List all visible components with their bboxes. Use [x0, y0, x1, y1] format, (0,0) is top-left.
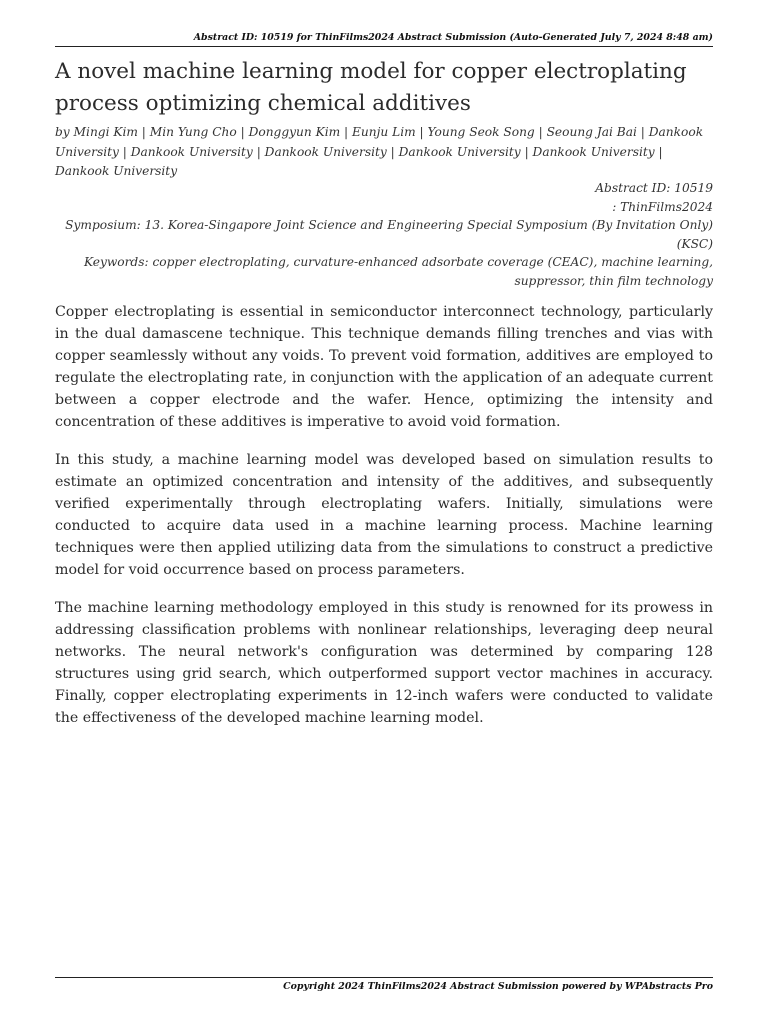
abstract-meta — [55, 179, 713, 290]
author-list: by Mingi Kim | Min Yung Cho | Donggyun Kim | Eunju Lim | Young Seok Song | Seoung Jai Bai | Dankook University | Dankook University | Dankook University | Dankook University | Dankook University | Dankook University — [55, 125, 704, 178]
body-paragraph: The machine learning methodology employed in this study is renowned for its prowess in addressing classification problems with nonlinear relationships, leveraging deep neural networks. The neural network's configuration was determined by comparing 128 structures using grid search, which outperformed support vector machines in accuracy. Finally, copper electroplating experiments in 12-inch wafers were conducted to validate the effectiveness of the developed machine learning model. — [55, 600, 713, 726]
abstract-body — [55, 301, 713, 745]
body-paragraph: Copper electroplating is essential in semiconductor interconnect technology, particularly in the dual damascene technique. This technique demands filling trenches and vias with copper seamlessly without any voids. To prevent void formation, additives are employed to regulate the electroplating rate, in conjunction with the application of an adequate current between a copper electrode and the wafer. Hence, optimizing the intensity and concentration of these additives is imperative to avoid void formation. — [55, 304, 713, 430]
page-header: Abstract ID: 10519 for ThinFilms2024 Abstract Submission (Auto-Generated July 7, 2024 8:48 am) — [55, 31, 713, 47]
body-paragraph: In this study, a machine learning model was developed based on simulation results to estimate an optimized concentration and intensity of the additives, and subsequently verified experimentally through electroplating wafers. Initially, simulations were conducted to acquire data used in a machine learning process. Machine learning techniques were then applied utilizing data from the simulations to construct a predictive model for void occurrence based on process parameters. — [55, 452, 713, 578]
keywords: Keywords: copper electroplating, curvature-enhanced adsorbate coverage (CEAC), machine learning, suppressor, thin film technology — [83, 255, 713, 288]
conference-name: : ThinFilms2024 — [612, 199, 713, 214]
page-footer: Copyright 2024 ThinFilms2024 Abstract Submission powered by WPAbstracts Pro — [55, 977, 713, 994]
abstract-id: Abstract ID: 10519 — [595, 181, 713, 195]
abstract-title: A novel machine learning model for copper electroplating process optimizing chemical additives — [55, 59, 687, 116]
symposium: Symposium: 13. Korea-Singapore Joint Science and Engineering Special Symposium (By Invitation Only) (KSC) — [65, 218, 713, 251]
